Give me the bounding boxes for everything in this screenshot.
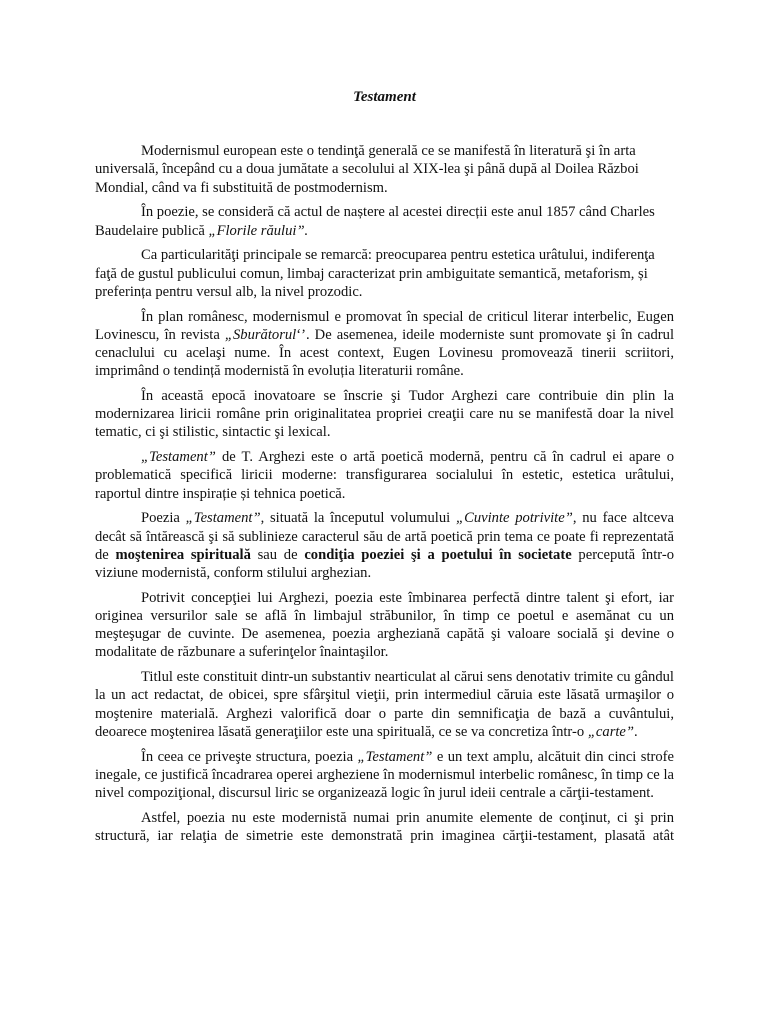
italic-text: „Florile răului”. xyxy=(208,222,309,239)
italic-text: „Cuvinte potrivite” xyxy=(455,510,573,527)
document-page xyxy=(95,88,674,852)
document-body xyxy=(95,142,674,845)
bold-text: condiţia poeziei şi a poetului în societate xyxy=(304,546,572,563)
text-segment: sau de xyxy=(250,546,305,563)
text-segment: În ceea ce priveşte structura, poezia xyxy=(141,748,358,765)
text-segment: e un text amplu, alcătuit din cinci strofe inegale, ce justifică încadrarea operei argheziene în modernismul interbelic românesc, în timp ce la nivel compoziţional, discursul liric se organizează logic în jurul ideii centrale a cărţii-testament. xyxy=(95,748,675,802)
paragraph xyxy=(95,387,674,442)
text-segment: , nu face altceva decât să întărească şi să sublinieze caracterul său de artă poetică prin tema ce poate fi reprezentată de xyxy=(95,510,674,563)
italic-text: „carte” xyxy=(587,723,635,740)
text-segment: percepută într-o viziune modernistă, conform stilului arghezian. xyxy=(95,546,674,582)
text-segment: În plan românesc, modernismul e promovat în special de criticul literar interbelic, Eugen Lovinescu, în revista xyxy=(95,308,674,343)
text-segment: , situată la începutul volumului xyxy=(260,510,456,527)
text-segment: ‘’. De asemenea, ideile moderniste sunt promovate şi în cadrul cenaclului cu acelaşi nume. În acest context, Eugen Lovinesu promovează tinerii scriitori, imprimând o tendință modernistă în evoluția literaturii române. xyxy=(95,326,674,380)
text-segment: Ca particularităţi principale se remarcă: preocuparea pentru estetica urâtului, indiferenţa faţă de gustul publicului comun, limbaj caracterizat prin ambiguitate semantică, metaforism, și preferința pentru versul alb, la nivel prozodic. xyxy=(95,247,655,300)
bold-text: moştenirea spirituală xyxy=(115,546,251,563)
text-segment: de T. Arghezi este o artă poetică modernă, pentru că în cadrul ei apare o problematică specifică liricii moderne: transfigurarea socialului în estetic, estetica urâtului, raportul dintre inspirație și tehnica poetică. xyxy=(95,449,674,502)
italic-text: „Testament” xyxy=(185,510,261,527)
paragraph xyxy=(95,668,674,741)
paragraph xyxy=(95,448,674,503)
paragraph xyxy=(95,809,674,845)
paragraph xyxy=(95,246,674,301)
paragraph xyxy=(95,748,674,803)
text-segment: Poezia xyxy=(141,510,186,527)
paragraph xyxy=(95,203,674,239)
document-title: Testament xyxy=(353,89,416,105)
paragraph xyxy=(95,589,674,662)
paragraph xyxy=(95,308,674,381)
paragraph xyxy=(95,509,674,582)
text-segment: Titlul este constituit dintr-un substantiv nearticulat al cărui sens denotativ trimite cu gândul la un act redactat, de obicei, spre sfârşitul vieţii, prin intermediul căruia este lăsată urmaşilor o moştenire materială. Arghezi valorifică doar o parte din semnificaţia de bază a cuvântului, deoarece moştenirea lăsată generaţiilor este una spirituală, ce se va concretiza într-o xyxy=(95,669,674,740)
text-segment: . xyxy=(634,723,638,740)
paragraph xyxy=(95,142,674,197)
italic-text: „Testament” xyxy=(141,449,216,466)
italic-text: „Sburătorul xyxy=(224,326,297,343)
text-segment: Modernismul european este o tendinţă generală ce se manifestă în literatură şi în arta universală, începând cu a doua jumătate a secolului al XIX-lea şi până după al Doilea Război Mondial, când va fi substituită de postmodernism. xyxy=(95,143,639,196)
text-segment: În poezie, se consideră că actul de naștere al acestei direcții este anul 1857 când Charles Baudelaire publică xyxy=(95,204,655,239)
text-segment: În această epocă inovatoare se înscrie şi Tudor Arghezi care contribuie din plin la modernizarea liricii române prin originalitatea propriei creaţii care nu se manifestă doar la nivel tematic, ci şi stilistic, sintactic şi lexical. xyxy=(95,388,674,441)
text-segment: Astfel, poezia nu este modernistă numai prin anumite elemente de conţinut, ci şi prin structură, iar relaţia de simetrie este demonstrată prin imaginea cărţii-testament, plasată atât xyxy=(95,809,674,845)
text-segment: Potrivit concepţiei lui Arghezi, poezia este îmbinarea perfectă dintre talent şi efort, iar originea versurilor sale se află în limbajul străbunilor, în timp ce poetul e asemănat cu un meşteşugar de cuvinte. De asemenea, poezia argheziană capătă şi valoare socială şi devine o modalitate de răzbunare a suferinţelor înaintaşilor. xyxy=(95,589,674,661)
italic-text: „Testament” xyxy=(357,748,433,765)
